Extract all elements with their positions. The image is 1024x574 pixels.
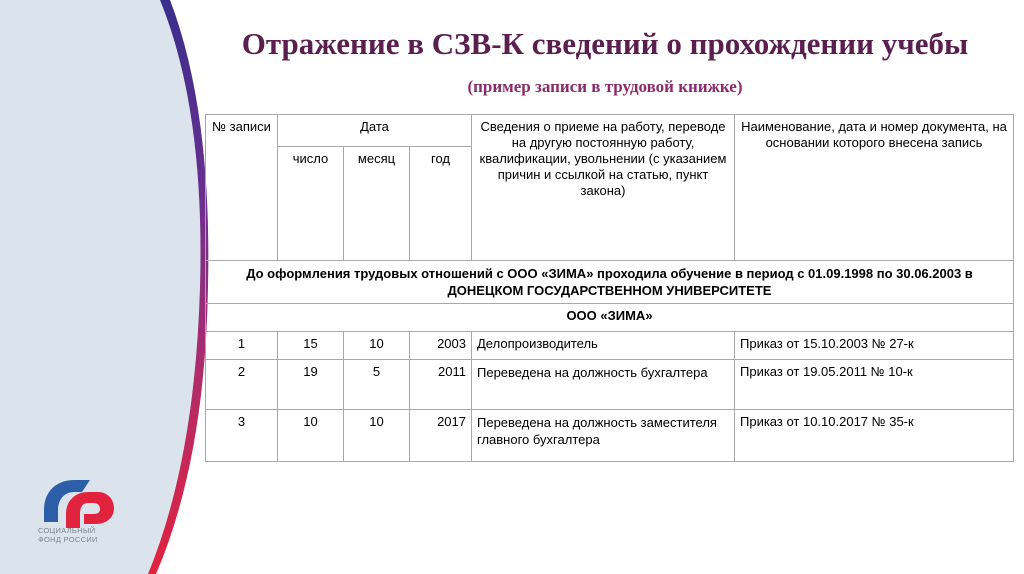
cell-record-info: Переведена на должность заместителя главного бухгалтера xyxy=(472,410,735,462)
cell-basis-document: Приказ от 10.10.2017 № 35-к xyxy=(735,410,1014,462)
logo-line-2: ФОНД РОССИИ xyxy=(38,535,98,544)
cell-year: 2017 xyxy=(410,410,472,462)
logo-line-1: СОЦИАЛЬНЫЙ xyxy=(38,526,96,535)
cell-month: 5 xyxy=(344,360,410,410)
cell-year: 2011 xyxy=(410,360,472,410)
cell-day: 19 xyxy=(278,360,344,410)
logo-caption xyxy=(38,526,98,544)
header-day: число xyxy=(278,147,344,261)
cell-basis-document: Приказ от 19.05.2011 № 10-к xyxy=(735,360,1014,410)
table-row xyxy=(206,360,1014,410)
page-title: Отражение в СЗВ-К сведений о прохождении учебы xyxy=(241,26,969,61)
organization-name: ООО «ЗИМА» xyxy=(206,304,1014,332)
cell-record-info: Делопроизводитель xyxy=(472,332,735,360)
page-subtitle: (пример записи в трудовой книжке) xyxy=(467,77,743,96)
table-row xyxy=(206,332,1014,360)
cell-day: 10 xyxy=(278,410,344,462)
cell-year: 2003 xyxy=(410,332,472,360)
cell-day: 15 xyxy=(278,332,344,360)
cell-record-number: 2 xyxy=(206,360,278,410)
cell-month: 10 xyxy=(344,410,410,462)
header-date: Дата xyxy=(278,115,472,147)
work-record-table xyxy=(205,114,1014,462)
header-record-info: Сведения о приеме на работу, переводе на другую постоянную работу, квалификации, увольнении (с указанием причин и ссылкой на статью, пункт закона) xyxy=(472,115,735,261)
cell-record-info: Переведена на должность бухгалтера xyxy=(472,360,735,410)
table-row xyxy=(206,410,1014,462)
header-record-number: № записи xyxy=(206,115,278,261)
header-month: месяц xyxy=(344,147,410,261)
sfr-logo-icon xyxy=(36,470,136,570)
header-basis-document: Наименование, дата и номер документа, на основании которого внесена запись xyxy=(735,115,1014,261)
cell-month: 10 xyxy=(344,332,410,360)
cell-record-number: 3 xyxy=(206,410,278,462)
header-year: год xyxy=(410,147,472,261)
study-period-note: До оформления трудовых отношений с ООО «ЗИМА» проходила обучение в период с 01.09.1998 по 30.06.2003 в ДОНЕЦКОМ ГОСУДАРСТВЕННОМ УНИВЕРСИТЕТЕ xyxy=(206,261,1014,304)
cell-record-number: 1 xyxy=(206,332,278,360)
cell-basis-document: Приказ от 15.10.2003 № 27-к xyxy=(735,332,1014,360)
